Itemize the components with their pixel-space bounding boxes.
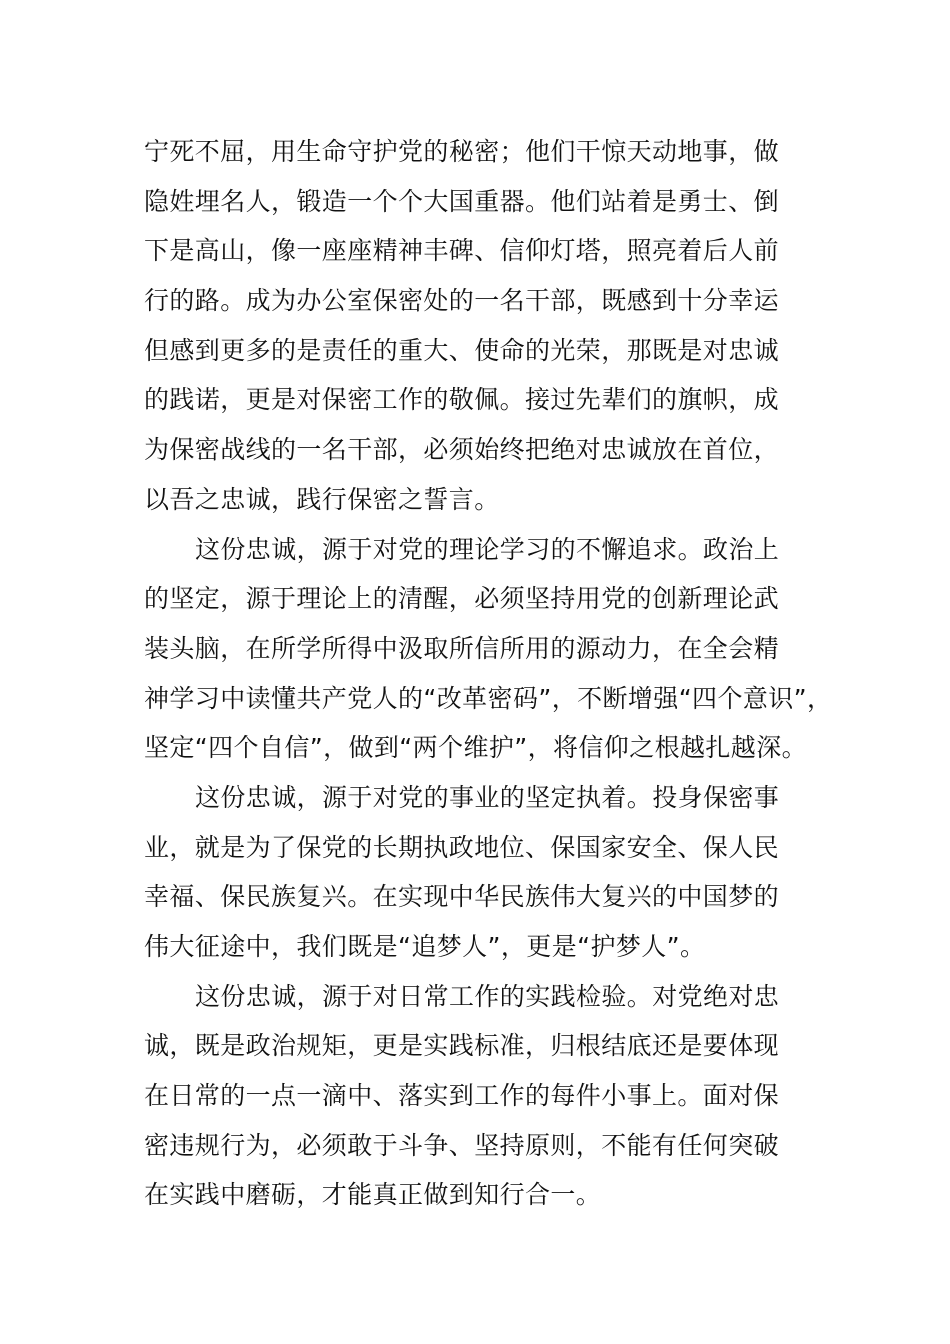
text-line: 神学习中读懂共产党人的“改革密码”，不断增强“四个意识”， [144, 683, 833, 713]
text-line: 为保密战线的一名干部，必须始终把绝对忠诚放在首位， [144, 435, 780, 465]
text-line: 业，就是为了保党的长期执政地位、保国家安全、保人民 [144, 832, 780, 862]
text-line: 行的路。成为办公室保密处的一名干部，既感到十分幸运 [144, 286, 780, 316]
text-line: 幸福、保民族复兴。在实现中华民族伟大复兴的中国梦的 [144, 882, 780, 912]
text-line: 装头脑，在所学所得中汲取所信所用的源动力，在全会精 [144, 633, 780, 663]
text-line: 坚定“四个自信”，做到“两个维护”，将信仰之根越扎越深。 [144, 733, 808, 763]
text-line: 密违规行为，必须敢于斗争、坚持原则，不能有任何突破 [144, 1130, 780, 1160]
text-line: 诚，既是政治规矩，更是实践标准，归根结底还是要体现 [144, 1031, 780, 1061]
text-line: 伟大征途中，我们既是“追梦人”，更是“护梦人”。 [144, 932, 706, 961]
text-line: 以吾之忠诚，践行保密之誓言。 [144, 484, 500, 514]
paragraph-start-line: 这份忠诚，源于对党的事业的坚定执着。投身保密事 [195, 782, 780, 812]
text-line: 但感到更多的是责任的重大、使命的光荣，那既是对忠诚 [144, 335, 780, 365]
paragraph-start-line: 这份忠诚，源于对日常工作的实践检验。对党绝对忠 [195, 981, 780, 1011]
text-line: 宁死不屈，用生命守护党的秘密；他们干惊天动地事，做 [144, 137, 780, 166]
text-line: 下是高山，像一座座精神丰碑、信仰灯塔，照亮着后人前 [144, 236, 780, 266]
document-body [144, 127, 844, 1220]
text-line: 的坚定，源于理论上的清醒，必须坚持用党的创新理论武 [144, 584, 780, 614]
text-line: 在实践中磨砺，才能真正做到知行合一。 [144, 1180, 602, 1210]
paragraph-start-line: 这份忠诚，源于对党的理论学习的不懈追求。政治上 [195, 534, 780, 564]
text-line: 隐姓埋名人，锻造一个个大国重器。他们站着是勇士、倒 [144, 186, 780, 216]
text-line: 的践诺，更是对保密工作的敬佩。接过先辈们的旗帜，成 [144, 385, 780, 415]
text-line: 在日常的一点一滴中、落实到工作的每件小事上。面对保 [144, 1081, 780, 1111]
